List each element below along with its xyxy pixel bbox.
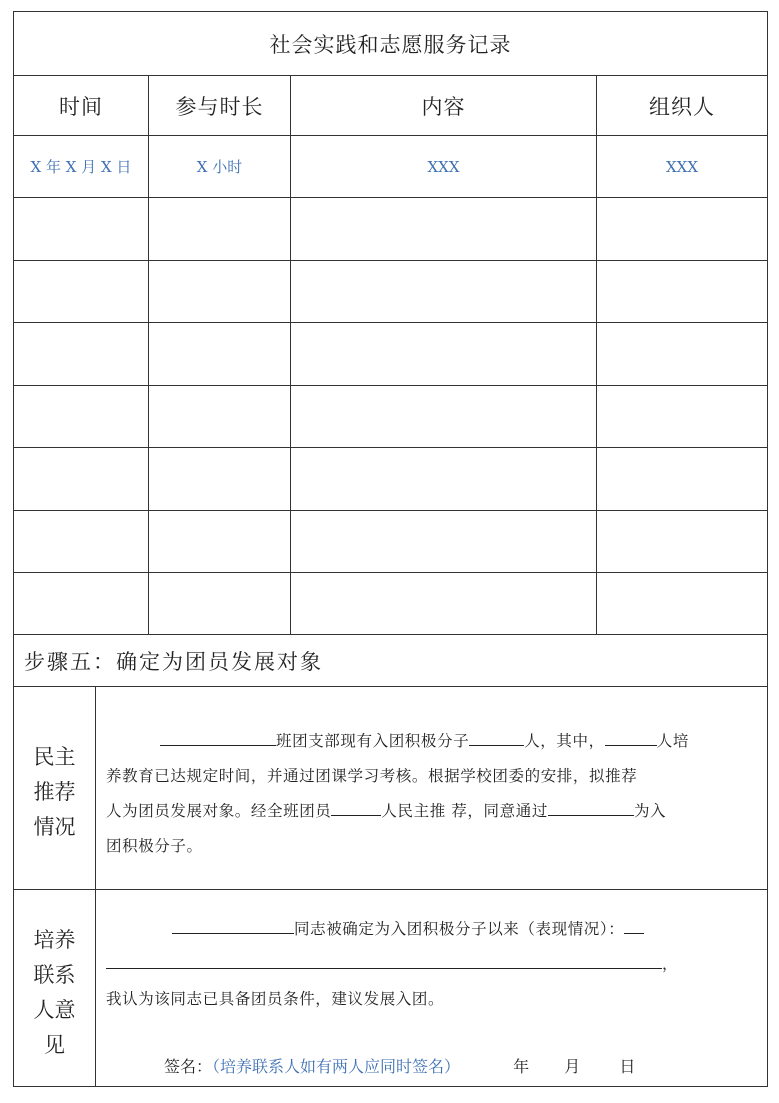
example-content: XXX [427, 157, 460, 176]
step5-title: 步骤五：确定为团员发展对象 [24, 650, 323, 674]
signature-year: 年 [513, 1057, 530, 1076]
mentor-paragraph: 同志被确定为入团积极分子以来（表现情况）： ， 我认为该同志已具备团员条件，建议发展入团。 [106, 912, 762, 1017]
example-duration: X 小时 [196, 158, 243, 176]
member-count-blank[interactable] [331, 795, 381, 816]
candidate-name-blank[interactable] [172, 913, 294, 934]
performance-blank-start[interactable] [624, 913, 644, 934]
mentor-label: 培养 联系 人意 见 [33, 928, 76, 1057]
approved-name-blank[interactable] [548, 795, 634, 816]
example-organizer: XXX [665, 157, 699, 176]
class-blank[interactable] [160, 725, 276, 746]
example-date: X 年 X 月 X 日 [30, 158, 132, 176]
signature-label: 签名： [164, 1057, 213, 1076]
signature-day: 日 [619, 1057, 636, 1076]
trained-count-blank[interactable] [605, 725, 657, 746]
performance-blank[interactable] [106, 948, 662, 969]
header-time: 时间 [59, 94, 103, 119]
header-duration: 参与时长 [175, 94, 264, 119]
header-organizer: 组织人 [649, 94, 715, 119]
democratic-paragraph: 班团支部现有入团积极分子 人，其中， 人培 养教育已达规定时间，并通过团课学习考核。根据学校团委的安排，拟推荐 人为团员发展对象。经全班团员 人民主推 荐，同意通过 为入 团积极分子。 [106, 724, 762, 864]
signature-line [164, 1054, 635, 1077]
table-title: 社会实践和志愿服务记录 [269, 32, 512, 57]
signature-month: 月 [564, 1057, 581, 1076]
signature-hint: （培养联系人如有两人应同时签名） [212, 1057, 461, 1076]
header-content: 内容 [421, 94, 466, 119]
activist-count-blank[interactable] [469, 725, 524, 746]
democratic-label: 民主 推荐 情况 [33, 745, 76, 839]
